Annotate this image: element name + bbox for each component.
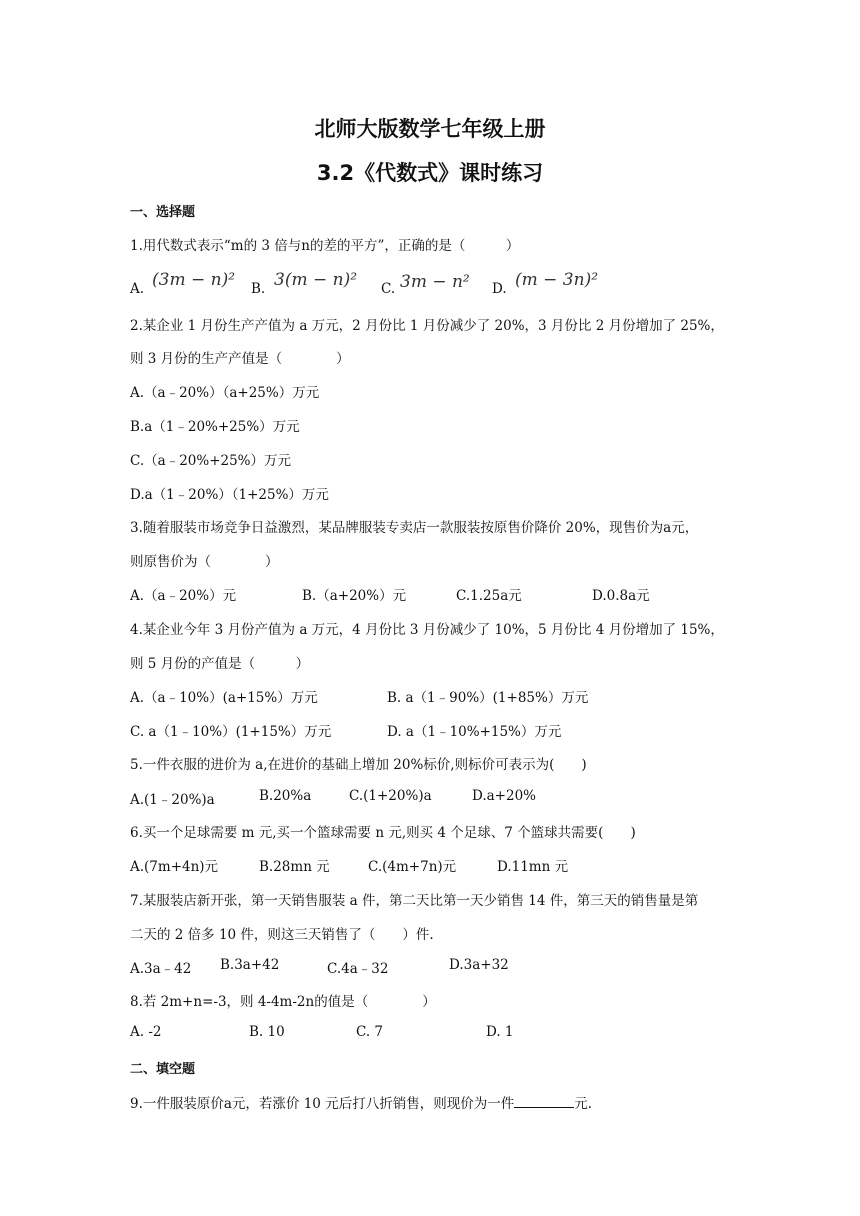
- q7-option-c: C.4a﹣32: [327, 961, 389, 977]
- question-3-stem-line-2: 则原售价为（ ）: [130, 554, 279, 570]
- q1-option-c-label: C.: [381, 281, 396, 297]
- q6-option-a: A.(7m+4n)元: [130, 859, 219, 875]
- question-7-stem-line-2: 二天的 2 倍多 10 件，则这三天销售了（ ）件.: [130, 927, 434, 943]
- question-9-text-after-blank: 元.: [574, 1096, 592, 1112]
- document-subtitle: 3.2《代数式》课时练习: [316, 161, 544, 185]
- q1-option-d-formula: (m − 3n)²: [515, 270, 599, 290]
- q2-option-b: B.a（1﹣20%+25%）万元: [130, 419, 300, 435]
- q1-option-a-label: A.: [130, 281, 145, 297]
- question-2-stem-line-1: 2.某企业 1 月份生产产值为 a 万元，2 月份比 1 月份减少了 20%，3 月份比 2 月份增加了 25%，: [130, 318, 724, 334]
- q8-option-a: A. -2: [130, 1024, 162, 1040]
- section-heading-multiple-choice: 一、选择题: [130, 205, 196, 220]
- q5-option-d: D.a+20%: [472, 788, 536, 804]
- question-5-stem: 5.一件衣服的进价为 a,在进价的基础上增加 20%标价,则标价可表示为( ): [130, 757, 587, 773]
- q1-option-d-label: D.: [492, 281, 507, 297]
- q1-option-a-formula: (3m − n)²: [152, 270, 236, 290]
- question-9-stem: [130, 1092, 592, 1112]
- q6-option-d: D.11mn 元: [497, 859, 569, 875]
- q5-option-b: B.20%a: [259, 788, 312, 804]
- question-2-stem-line-2: 则 3 月份的生产产值是（ ）: [130, 351, 350, 367]
- q1-option-c-formula: 3m − n²: [400, 272, 470, 292]
- question-3-stem-line-1: 3.随着服装市场竞争日益激烈，某品牌服装专卖店一款服装按原售价降价 20%，现售价为a元，: [130, 520, 699, 536]
- q2-option-d: D.a（1﹣20%）（1+25%）万元: [130, 487, 329, 503]
- answer-blank: [514, 1093, 574, 1108]
- q7-option-a: A.3a﹣42: [130, 961, 192, 977]
- q1-option-b-label: B.: [251, 281, 266, 297]
- q8-option-c: C. 7: [356, 1024, 384, 1040]
- question-6-stem: 6.买一个足球需要 m 元,买一个篮球需要 n 元,则买 4 个足球、7 个篮球共需要( ): [130, 825, 636, 841]
- question-4-stem-line-2: 则 5 月份的产值是（ ）: [130, 656, 310, 672]
- q5-option-a: A.(1﹣20%)a: [130, 792, 215, 808]
- q8-option-b: B. 10: [249, 1024, 285, 1040]
- q4-option-a: A.（a﹣10%）(a+15%）万元: [130, 690, 318, 706]
- q3-option-a: A.（a﹣20%）元: [130, 588, 237, 604]
- question-1-stem: 1.用代数式表示“m的 3 倍与n的差的平方”，正确的是（ ）: [130, 238, 520, 254]
- q6-option-c: C.(4m+7n)元: [368, 859, 457, 875]
- q6-option-b: B.28mn 元: [259, 859, 330, 875]
- q7-option-d: D.3a+32: [449, 957, 509, 973]
- question-7-stem-line-1: 7.某服装店新开张，第一天销售服装 a 件，第二天比第一天少销售 14 件，第三天的销售量是第: [130, 893, 699, 909]
- q4-option-c: C. a（1﹣10%）(1+15%）万元: [130, 724, 332, 740]
- q1-option-b-formula: 3(m − n)²: [274, 270, 358, 290]
- document-title: 北师大版数学七年级上册: [314, 117, 546, 141]
- q5-option-c: C.(1+20%)a: [349, 788, 432, 804]
- q8-option-d: D. 1: [486, 1024, 514, 1040]
- question-8-stem: 8.若 2m+n=-3，则 4-4m-2n的值是（ ）: [130, 994, 436, 1010]
- question-9-text-before-blank: 9.一件服装原价a元，若涨价 10 元后打八折销售，则现价为一件: [130, 1096, 515, 1112]
- q4-option-d: D. a（1﹣10%+15%）万元: [387, 724, 562, 740]
- q3-option-d: D.0.8a元: [592, 588, 650, 604]
- q7-option-b: B.3a+42: [220, 957, 280, 973]
- q2-option-c: C.（a﹣20%+25%）万元: [130, 453, 292, 469]
- question-4-stem-line-1: 4.某企业今年 3 月份产值为 a 万元，4 月份比 3 月份减少了 10%，5 月份比 4 月份增加了 15%，: [130, 622, 724, 638]
- q3-option-b: B.（a+20%）元: [302, 588, 407, 604]
- section-heading-fill-in-blank: 二、填空题: [130, 1062, 196, 1077]
- q3-option-c: C.1.25a元: [456, 588, 522, 604]
- q4-option-b: B. a（1﹣90%）(1+85%）万元: [387, 690, 589, 706]
- q2-option-a: A.（a﹣20%）（a+25%）万元: [130, 385, 320, 401]
